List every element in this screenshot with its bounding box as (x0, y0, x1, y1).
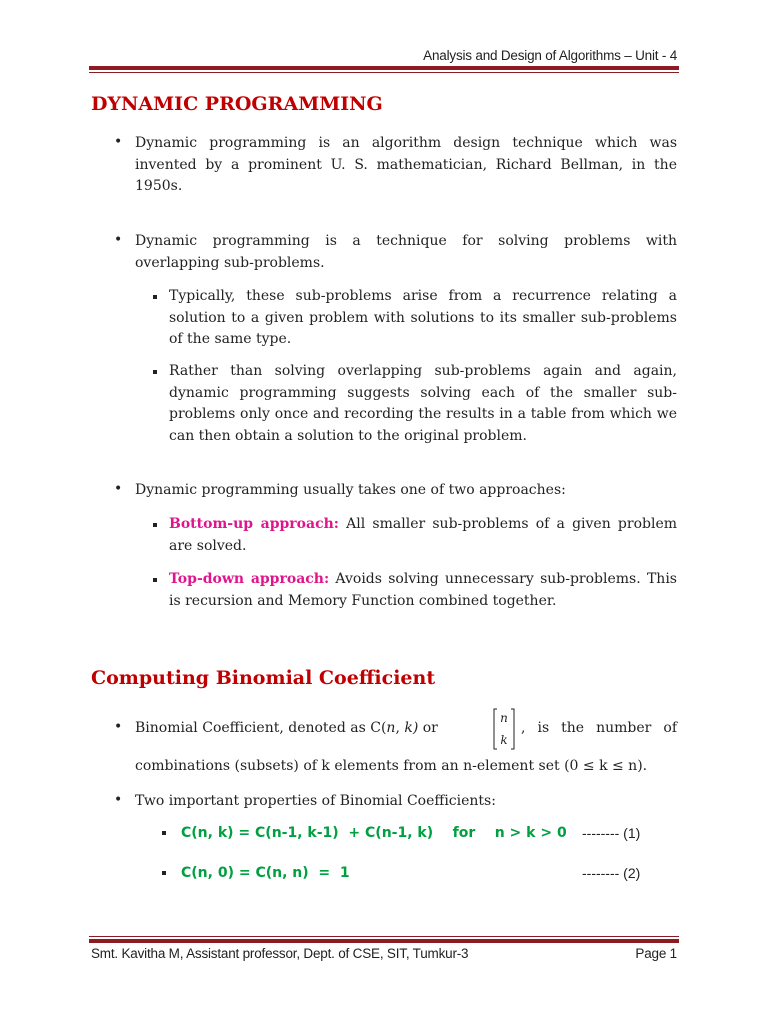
text-span: , (395, 720, 405, 736)
bullet-dot: • (114, 719, 123, 735)
square-bullet (153, 578, 157, 582)
top-down-label: Top-down approach: (169, 571, 330, 587)
equation-1: C(n, k) = C(n-1, k-1) + C(n-1, k) for n > k > 0 (181, 825, 567, 841)
properties-intro: Two important properties of Binomial Coefficients: (135, 793, 496, 809)
bottom-up-text: All smaller sub-problems of a given problem are solved. (169, 516, 677, 554)
matrix-bottom: k (500, 733, 508, 747)
bullet-dot: • (114, 792, 123, 808)
top-down-text: Avoids solving unnecessary sub-problems. This is recursion and Memory Function combined together. (169, 571, 677, 609)
square-bullet (153, 523, 157, 527)
square-bullet (153, 370, 157, 374)
header-rule (89, 66, 679, 73)
binomial-definition-line1 (135, 718, 438, 739)
bullet-dot: • (114, 134, 123, 150)
equation-2: C(n, 0) = C(n, n) = 1 (181, 865, 350, 881)
bottom-up-label: Bottom-up approach: (169, 516, 339, 532)
bullet-dot: • (114, 481, 123, 497)
section-title-dynamic-programming: DYNAMIC PROGRAMMING (91, 93, 383, 115)
binomial-definition-line2: combinations (subsets) of k elements from an n-element set (0 ≤ k ≤ n). (135, 758, 648, 774)
matrix-top: n (500, 711, 508, 725)
footer-rule (89, 936, 679, 943)
text-span: Binomial Coefficient, denoted as C( (135, 720, 387, 736)
binomial-definition-line1-end: , is the number of (521, 720, 677, 736)
square-bullet (153, 295, 157, 299)
text-span: k) (404, 720, 419, 736)
paragraph-bellman: Dynamic programming is an algorithm design technique which was invented by a prominent U. S. mathematician, Richard Bellman, in the 1950s. (135, 135, 677, 194)
running-header: Analysis and Design of Algorithms – Unit - 4 (423, 48, 677, 63)
footer-author: Smt. Kavitha M, Assistant professor, Dept. of CSE, SIT, Tumkur-3 (91, 946, 469, 961)
equation-1-number: -------- (1) (582, 825, 641, 841)
paragraph-bottom-up (169, 514, 677, 557)
section-title-binomial: Computing Binomial Coefficient (91, 667, 436, 689)
paragraph-overlapping: Dynamic programming is a technique for solving problems with overlapping sub-problems. (135, 233, 677, 271)
square-bullet (162, 831, 166, 835)
text-span: or (418, 720, 438, 736)
bullet-dot: • (114, 232, 123, 248)
text-span: n (386, 720, 396, 736)
paragraph-recurrence: Typically, these sub-problems arise from a recurrence relating a solution to a given problem with solutions to its smaller sub-problems of the same type. (169, 288, 677, 347)
equation-2-number: -------- (2) (582, 865, 641, 881)
binomial-matrix-notation (493, 707, 515, 751)
paragraph-top-down (169, 569, 677, 612)
paragraph-table: Rather than solving overlapping sub-problems again and again, dynamic programming suggests solving each of the smaller sub-problems only once and recording the results in a table from which we can then obtain a solution to the original problem. (169, 363, 677, 444)
page-number: Page 1 (635, 946, 677, 961)
square-bullet (162, 871, 166, 875)
paragraph-approaches: Dynamic programming usually takes one of two approaches: (135, 482, 566, 498)
